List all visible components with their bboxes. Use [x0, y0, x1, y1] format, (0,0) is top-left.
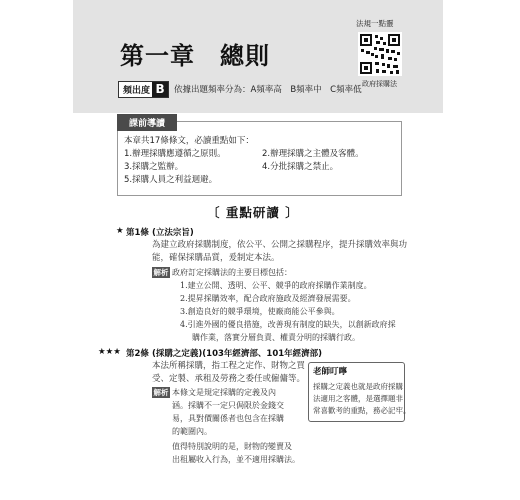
- guide-item: 5.採購人員之利益迴避。: [124, 175, 218, 185]
- explain-line: 本條文是規定採購的定義及內: [172, 388, 276, 397]
- teacher-note-title: 老師叮嚀: [313, 367, 348, 377]
- chapter-title: 第一章 總則: [120, 42, 270, 70]
- article-stars: ★: [116, 226, 124, 236]
- frequency-badge: [118, 81, 169, 98]
- article-label: 第1條: [126, 228, 149, 238]
- explain-tag: 解析: [153, 268, 169, 277]
- article-body-line: 受、定製、承租及勞務之委任或僱傭等。: [152, 374, 306, 384]
- guide-tab: 課前導讀: [117, 114, 177, 131]
- section-title: 〔 重點研讀 〕: [207, 205, 299, 220]
- explain-line: 政府訂定採購法的主要目標包括：: [172, 268, 292, 277]
- guide-item: 1.辦理採購應遵循之原則。: [124, 149, 226, 159]
- frequency-description: 依據出題頻率分為：A頻率高 B頻率中 C頻率低: [174, 85, 362, 95]
- article-topic: (立法宗旨): [152, 228, 194, 238]
- explain-tag: 解析: [153, 388, 169, 397]
- explain-line: 值得特別說明的是，財物的變賣及: [172, 442, 292, 451]
- guide-intro: 本章共17條條文，必讀重點如下：: [124, 136, 254, 146]
- frequency-badge-label: 頻出度: [123, 85, 151, 96]
- frequency-line: [118, 80, 362, 98]
- explain-line: 1.建立公開、透明、公平、競爭的政府採購作業制度。: [180, 281, 372, 290]
- qr-top-label: 法規一點靈: [356, 19, 394, 28]
- article-body-line: 為建立政府採購制度，依公平、公開之採購程序，提升採購效率與功: [152, 240, 408, 250]
- guide-item: 4.分批採購之禁止。: [262, 162, 339, 172]
- qr-code-icon[interactable]: [358, 32, 402, 76]
- article-label: 第2條: [126, 349, 149, 359]
- explain-line: 3.創造良好的競爭環境，使廠商能公平參與。: [180, 307, 340, 316]
- qr-bottom-label: 政府採購法: [362, 80, 397, 88]
- teacher-note-line: 採購之定義也就是政府採購: [313, 382, 403, 391]
- explain-line: 出租屬收入行為，並不適用採購法。: [172, 455, 300, 464]
- explain-line: 涵。採購不一定只侷限於金錢交: [172, 401, 284, 410]
- article-body-line: 能，確保採購品質，爰制定本法。: [152, 253, 280, 263]
- explain-line: 購作業，落實分層負責、權責分明的採購行政。: [192, 333, 360, 342]
- explain-line: 2.提昇採購效率，配合政府施政及經濟發展需要。: [180, 294, 356, 303]
- explain-line: 的範圍內。: [172, 427, 212, 436]
- article-body-line: 本法所稱採購，指工程之定作、財物之買: [152, 361, 306, 371]
- article-stars: ★★★: [98, 347, 121, 357]
- guide-item: 2.辦理採購之主體及客體。: [262, 149, 364, 159]
- explain-line: 易，具對價關係者也包含在採購: [172, 414, 284, 423]
- teacher-note-line: 法適用之客體，是選擇題非: [313, 394, 403, 403]
- explain-line: 4.引進外國的優良措施，改善現有制度的缺失，以創新政府採: [180, 320, 396, 329]
- teacher-note-line: 常喜歡考的重點，務必記牢。: [313, 406, 411, 415]
- guide-item: 3.採購之監辦。: [124, 162, 184, 172]
- article-topic: (採購之定義)(103年經濟部、101年經濟部): [152, 349, 323, 359]
- frequency-badge-letter: B: [152, 82, 168, 97]
